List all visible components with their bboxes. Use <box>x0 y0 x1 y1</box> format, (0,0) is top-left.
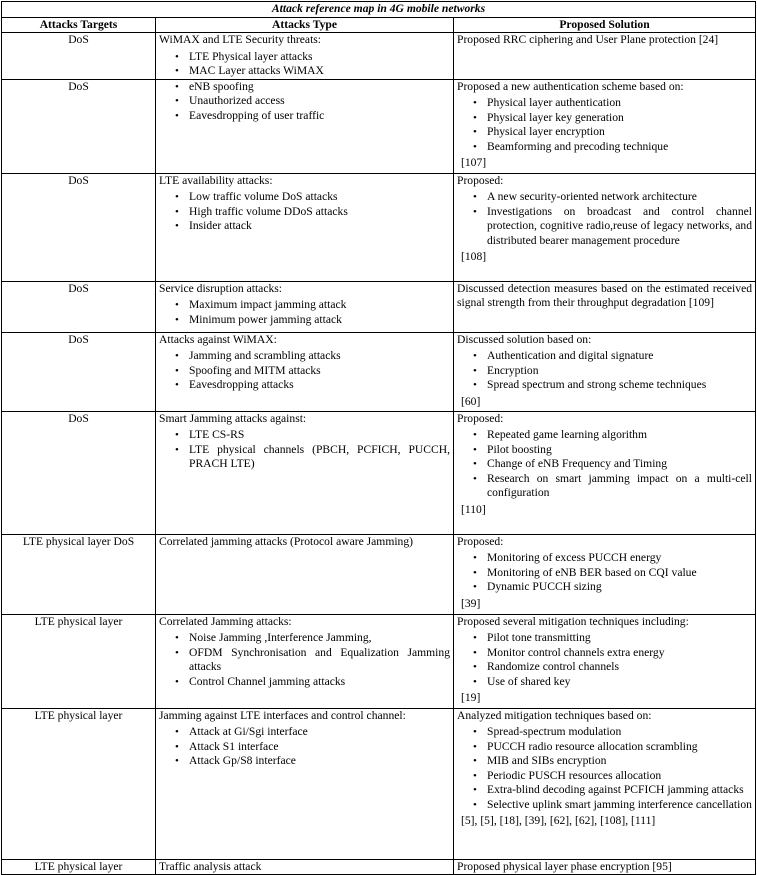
list-item: • Eavesdropping of user traffic <box>189 109 450 124</box>
list-item: • A new security-oriented network architecture <box>487 190 752 205</box>
solution-intro: Proposed: <box>457 411 504 425</box>
proposed-solution-cell <box>454 33 756 80</box>
solution-list <box>457 631 752 689</box>
solution-list <box>457 551 752 595</box>
attack-type-intro: WiMAX and LTE Security threats: <box>159 33 322 46</box>
list-item: • LTE physical channels (PBCH, PCFICH, PUCCH, PRACH LTE) <box>189 443 450 472</box>
attack-type-cell <box>156 614 454 708</box>
attack-type-intro: Service disruption attacks: <box>159 281 282 295</box>
solution-reference: [110] <box>461 502 486 516</box>
attack-type-cell <box>156 708 454 859</box>
solution-reference: [39] <box>461 596 481 610</box>
list-item: • MAC Layer attacks WiMAX <box>189 64 450 79</box>
list-item: • Attack at Gi/Sgi interface <box>189 725 450 740</box>
list-item: • Spread-spectrum modulation <box>487 725 752 740</box>
table-row <box>2 79 756 173</box>
list-item: • High traffic volume DDoS attacks <box>189 205 450 220</box>
proposed-solution-cell <box>454 79 756 173</box>
list-item: • Insider attack <box>189 219 450 234</box>
list-item: • Attack Gp/S8 interface <box>189 754 450 769</box>
list-item: • Noise Jamming ,Interference Jamming, <box>189 631 450 646</box>
list-item: • Physical layer key generation <box>487 111 752 126</box>
attack-target-cell: DoS <box>2 332 156 411</box>
attack-type-intro: Attacks against WiMAX: <box>159 332 277 346</box>
attack-type-intro: Smart Jamming attacks against: <box>159 411 307 425</box>
list-item: • eNB spoofing <box>189 80 450 95</box>
solution-intro: Proposed RRC ciphering and User Plane protection [24] <box>457 33 719 46</box>
solution-intro: Proposed several mitigation techniques including: <box>457 614 689 628</box>
solution-reference: [19] <box>461 691 481 704</box>
table-row <box>2 411 756 534</box>
attack-type-list <box>159 50 450 79</box>
attack-type-cell <box>156 281 454 332</box>
attack-target-cell: LTE physical layer <box>2 614 156 708</box>
attack-target-cell: LTE physical layer <box>2 859 156 875</box>
attack-target-cell: DoS <box>2 281 156 332</box>
list-item: • Jamming and scrambling attacks <box>189 349 450 364</box>
solution-list <box>457 428 752 501</box>
proposed-solution-cell <box>454 859 756 875</box>
list-item: • Minimum power jamming attack <box>189 313 450 328</box>
list-item: • Extra-blind decoding against PCFICH jamming attacks <box>487 783 752 798</box>
attack-target-cell: DoS <box>2 79 156 173</box>
list-item: • Monitoring of excess PUCCH energy <box>487 551 752 566</box>
list-item: • Attack S1 interface <box>189 740 450 755</box>
header-proposed-solution: Proposed Solution <box>454 17 756 33</box>
proposed-solution-cell <box>454 708 756 859</box>
list-item: • Periodic PUSCH resources allocation <box>487 769 752 784</box>
solution-list <box>457 725 752 812</box>
list-item: • LTE Physical layer attacks <box>189 50 450 65</box>
list-item: • Randomize control channels <box>487 660 752 675</box>
list-item: • Change of eNB Frequency and Timing <box>487 457 752 472</box>
list-item: • Beamforming and precoding technique <box>487 140 752 155</box>
attack-type-cell <box>156 33 454 80</box>
solution-list <box>457 349 752 393</box>
attack-target-cell: DoS <box>2 411 156 534</box>
list-item: • Low traffic volume DoS attacks <box>189 190 450 205</box>
attack-type-list <box>159 428 450 472</box>
list-item: • Physical layer authentication <box>487 96 752 111</box>
table-row <box>2 33 756 80</box>
attack-type-intro: Traffic analysis attack <box>159 859 262 873</box>
table-row <box>2 859 756 875</box>
attack-target-cell: DoS <box>2 33 156 80</box>
attack-target-cell: DoS <box>2 173 156 281</box>
table-row <box>2 534 756 614</box>
list-item: • Spread spectrum and strong scheme techniques <box>487 378 752 393</box>
attack-type-list <box>159 190 450 234</box>
attack-type-cell <box>156 534 454 614</box>
attack-type-list <box>159 298 450 327</box>
list-item: • Control Channel jamming attacks <box>189 675 450 690</box>
list-item: • MIB and SIBs encryption <box>487 754 752 769</box>
list-item: • LTE CS-RS <box>189 428 450 443</box>
solution-reference: [60] <box>461 394 481 408</box>
list-item: • Investigations on broadcast and control channel protection, cognitive radio,reuse of legacy networks, and distributed bearer management procedure <box>487 205 752 249</box>
attack-type-list <box>159 349 450 393</box>
solution-intro: Analyzed mitigation techniques based on: <box>457 708 652 722</box>
attack-type-intro: Correlated jamming attacks (Protocol aware Jamming) <box>159 534 414 548</box>
list-item: • Pilot boosting <box>487 443 752 458</box>
table-row <box>2 614 756 708</box>
list-item: • Selective uplink smart jamming interference cancellation <box>487 798 752 813</box>
proposed-solution-cell <box>454 411 756 534</box>
attack-reference-table <box>1 1 756 875</box>
attack-type-intro: Correlated Jamming attacks: <box>159 614 292 628</box>
list-item: • Use of shared key <box>487 675 752 690</box>
list-item: • Repeated game learning algorithm <box>487 428 752 443</box>
header-attacks-targets: Attacks Targets <box>2 17 156 33</box>
list-item: • Authentication and digital signature <box>487 349 752 364</box>
attack-target-cell: LTE physical layer <box>2 708 156 859</box>
list-item: • Spoofing and MITM attacks <box>189 364 450 379</box>
attack-type-list <box>159 80 450 124</box>
solution-reference: [5], [5], [18], [39], [62], [62], [108], [111] <box>461 814 656 827</box>
list-item: • PUCCH radio resource allocation scrambling <box>487 740 752 755</box>
list-item: • Unauthorized access <box>189 94 450 109</box>
table-row <box>2 281 756 332</box>
proposed-solution-cell <box>454 534 756 614</box>
list-item: • OFDM Synchronisation and Equalization Jamming attacks <box>189 646 450 675</box>
proposed-solution-cell <box>454 614 756 708</box>
list-item: • Dynamic PUCCH sizing <box>487 580 752 595</box>
attack-type-cell <box>156 859 454 875</box>
table-row <box>2 173 756 281</box>
table-body <box>2 33 756 875</box>
solution-reference: [108] <box>461 250 487 263</box>
list-item: • Research on smart jamming impact on a multi-cell configuration <box>487 472 752 501</box>
solution-intro: Discussed solution based on: <box>457 332 592 346</box>
solution-intro: Proposed a new authentication scheme based on: <box>457 79 684 93</box>
solution-reference: [107] <box>461 156 487 169</box>
list-item: • Pilot tone transmitting <box>487 631 752 646</box>
list-item: • Monitor control channels extra energy <box>487 646 752 661</box>
list-item: • Physical layer encryption <box>487 125 752 140</box>
header-attacks-type: Attacks Type <box>156 17 454 33</box>
attack-type-cell <box>156 411 454 534</box>
attack-target-cell: LTE physical layer DoS <box>2 534 156 614</box>
table-row <box>2 332 756 411</box>
attack-type-intro: Jamming against LTE interfaces and control channel: <box>159 708 406 722</box>
list-item: • Monitoring of eNB BER based on CQI value <box>487 566 752 581</box>
attack-type-list <box>159 725 450 769</box>
proposed-solution-cell <box>454 173 756 281</box>
list-item: • Encryption <box>487 364 752 379</box>
solution-intro: Discussed detection measures based on the estimated received signal strength from their throughput degradation [109] <box>457 281 753 309</box>
attack-type-intro: LTE availability attacks: <box>159 173 273 187</box>
solution-list <box>457 96 752 154</box>
solution-intro: Proposed: <box>457 534 504 548</box>
attack-type-list <box>159 631 450 689</box>
solution-intro: Proposed physical layer phase encryption [95] <box>457 859 672 873</box>
list-item: • Eavesdropping attacks <box>189 378 450 393</box>
attack-type-cell <box>156 332 454 411</box>
proposed-solution-cell <box>454 332 756 411</box>
attack-type-cell <box>156 79 454 173</box>
solution-list <box>457 190 752 248</box>
list-item: • Maximum impact jamming attack <box>189 298 450 313</box>
solution-intro: Proposed: <box>457 173 504 187</box>
table-row <box>2 708 756 859</box>
proposed-solution-cell <box>454 281 756 332</box>
attack-type-cell <box>156 173 454 281</box>
table-caption: Attack reference map in 4G mobile networks <box>2 2 756 18</box>
